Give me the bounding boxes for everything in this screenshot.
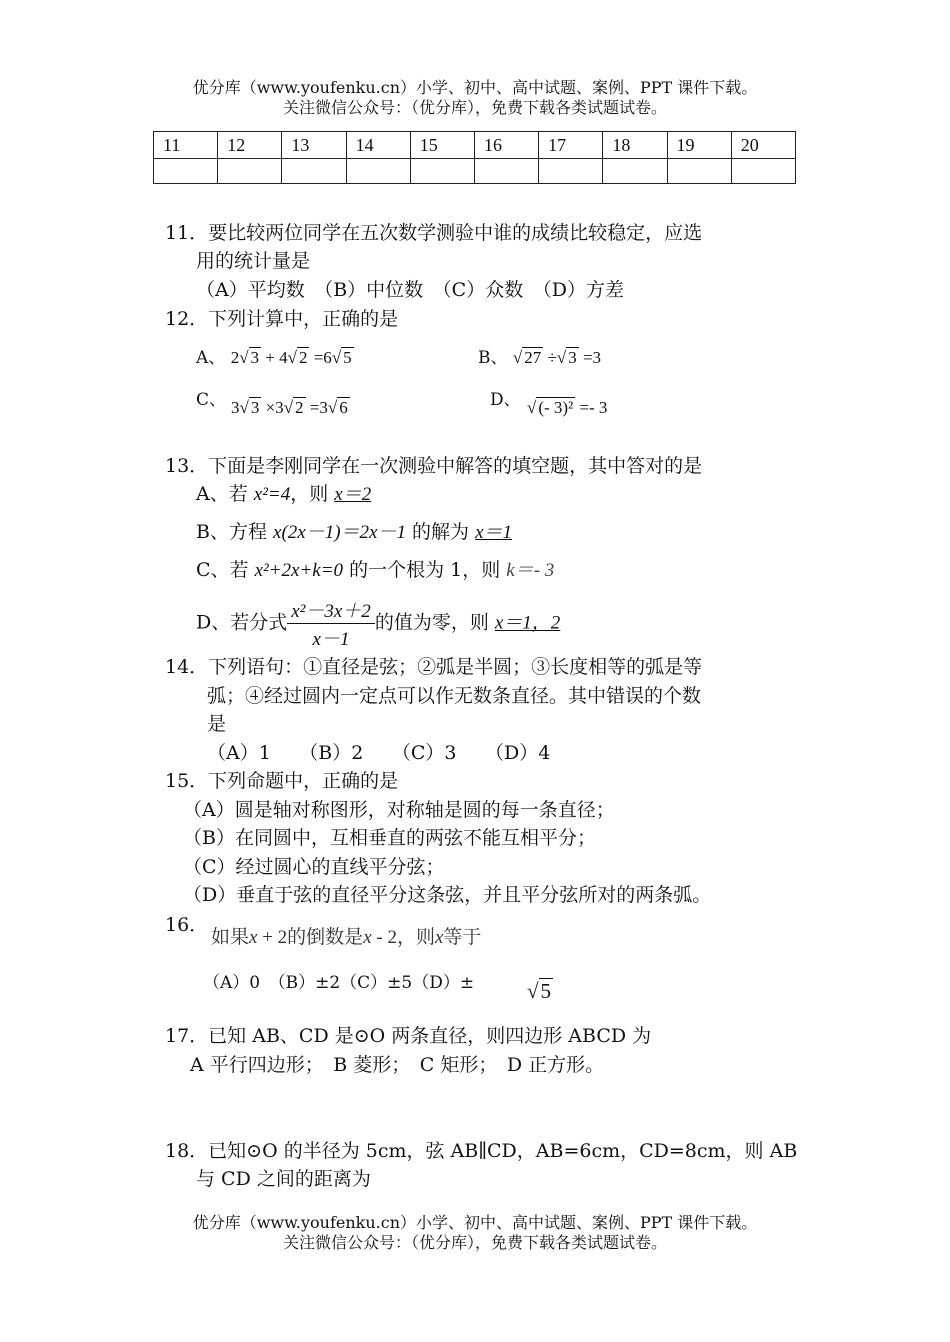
q12-c-term: ×3 [261,398,284,417]
q16-option-d-root: √5 [527,979,552,1003]
q12-a-expr: 2√ 3 + 4√ 2 =6√ 5 [230,348,352,367]
q12-c-radicand: 3 [250,398,260,417]
q12-option-b [478,343,601,368]
answer-number-cell: 19 [667,132,731,159]
q13-b-text: 的解为 [405,521,476,543]
q12-c-radicand: 6 [339,398,348,417]
q13-d-numerator: x²－3x＋2 [287,596,375,624]
q15-option-c: （C）经过圆心的直线平分弦； [183,856,445,878]
answer-blank-cell[interactable] [282,159,346,184]
answer-blank-cell[interactable] [731,159,795,184]
q12-a-label: A、 [196,348,226,368]
q17-options: A 平行四边形； B 菱形； C 矩形； D 正方形。 [190,1054,605,1076]
q11-line-2: 用的统计量是 [196,250,311,272]
q13-c-text: 的一个根为 1，则 [343,559,507,581]
q13-a-text: ，则 [290,483,335,505]
q12-a-term: =6 [309,348,332,367]
answer-number-cell: 18 [603,132,667,159]
answer-number-cell: 20 [731,132,795,159]
q13-option-b [196,517,512,544]
q12-c-term: 3 [231,398,240,417]
answer-blank-cell[interactable] [218,159,282,184]
q12-a-radicand: 3 [250,348,260,367]
q16-math: x [434,927,444,948]
q11-line-1: 11．要比较两位同学在五次数学测验中谁的成绩比较稳定，应选 [165,222,703,244]
header-line-2: 关注微信公众号：（优分库），免费下载各类试题试卷。 [282,98,667,117]
answer-blank-cell[interactable] [154,159,218,184]
q16-text: 如果 [211,926,250,948]
q12-c-expr: 3√ 3 ×3√ 2 =3√ 6 [231,398,348,417]
q16-math: x [249,927,258,948]
answer-number-cell: 11 [154,132,218,159]
q16-text: 的倒数是 [287,926,364,948]
q12-d-radicand: (- 3)² [538,398,574,417]
q12-b-term: ÷ [543,348,557,367]
q12-a-radicand: 2 [298,348,308,367]
answer-blank-cell[interactable] [474,159,538,184]
q12-a-term: + 4 [261,348,288,367]
q12-d-label: D、 [490,390,521,410]
q15-option-a: （A）圆是轴对称图形，对称轴是圆的每一条直径； [183,799,615,821]
q16-radicand: 5 [540,979,552,1003]
q13-b-math: x(2x－1)＝2x－1 [273,522,406,543]
q17-line-1: 17．已知 AB、CD 是⊙O 两条直径，则四边形 ABCD 为 [165,1025,652,1047]
q13-option-a [196,479,371,506]
q12-c-label: C、 [196,390,227,410]
answer-number-cell: 16 [474,132,538,159]
q16-math: - 2 [371,927,397,948]
q12-stem: 12．下列计算中，正确的是 [165,308,399,330]
q16-math: x [363,927,372,948]
q15-stem: 15．下列命题中，正确的是 [165,770,399,792]
q12-c-radicand: 2 [295,398,304,417]
q13-c-answer: k＝- 3 [506,560,555,581]
q16-text: 等于 [443,926,482,948]
q13-d-denominator: x－1 [312,629,350,650]
q12-b-radicand: 27 [524,348,542,367]
q13-a-answer: x＝2 [334,484,372,505]
answer-number-cell: 12 [218,132,282,159]
q13-option-d [196,596,560,651]
q12-c-term: =3 [305,398,328,417]
q11-options: （A）平均数 （B）中位数 （C）众数 （D）方差 [196,279,624,301]
q12-b-expr: √ 27 ÷√ 3 =3 [512,348,602,367]
q13-c-math: x²+2x+k=0 [254,560,344,581]
footer-line-2: 关注微信公众号：（优分库），免费下载各类试题试卷。 [282,1233,667,1252]
q12-b-radicand: 3 [568,348,577,367]
answer-blank-cell[interactable] [346,159,410,184]
q13-stem: 13．下面是李刚同学在一次测验中解答的填空题，其中答对的是 [165,455,703,477]
q14-options: （A）1 （B）2 （C）3 （D）4 [207,742,551,764]
q13-d-text: 的值为零，则 [374,611,495,634]
q13-b-answer: x＝1 [475,522,513,543]
q14-line-2: 弧；④经过圆内一定点可以作无数条直径。其中错误的个数 [207,685,702,707]
q13-d-text: D、若分式 [196,611,288,634]
q12-b-term: =3 [578,348,602,367]
answer-table [153,131,796,184]
q13-b-text: B、方程 [196,521,274,543]
q16-stem [211,922,481,949]
q15-option-b: （B）在同圆中，互相垂直的两弦不能互相平分； [183,827,596,849]
answer-blank-cell[interactable] [667,159,731,184]
answer-blank-cell[interactable] [603,159,667,184]
q14-line-3: 是 [207,713,227,735]
answer-blank-cell[interactable] [410,159,474,184]
answer-table-blank-row [154,159,796,184]
q14-line-1: 14．下列语句：①直径是弦；②弧是半圆；③长度相等的弧是等 [165,656,703,678]
q12-option-a [196,343,354,368]
answer-number-cell: 14 [346,132,410,159]
answer-number-cell: 13 [282,132,346,159]
q13-d-answer: x＝1，2 [494,612,561,634]
q12-d-term: =- 3 [575,398,608,417]
q18-line-2: 与 CD 之间的距离为 [196,1168,371,1190]
q12-b-label: B、 [478,348,508,368]
q13-c-text: C、若 [196,559,255,581]
answer-number-cell: 15 [410,132,474,159]
answer-number-cell: 17 [539,132,603,159]
answer-blank-cell[interactable] [539,159,603,184]
q13-a-text: A、若 [196,483,254,505]
q13-d-fraction [287,596,375,651]
q12-d-expr: √ (- 3)² =- 3 [527,398,608,417]
header-line-1: 优分库（www.youfenku.cn）小学、初中、高中试题、案例、PPT 课件下载。 [192,78,758,97]
q12-a-term: 2 [230,348,240,367]
q16-math: + 2 [257,927,288,948]
q13-a-math: x²=4 [253,484,291,505]
q13-option-c [196,555,554,582]
q15-option-d: （D）垂直于弦的直径平分这条弦，并且平分弦所对的两条弧。 [183,884,712,906]
q16-text: ，则 [396,926,435,948]
q16-options: （A）0 （B）±2（C）±5（D）± [203,973,475,993]
answer-table-number-row [154,132,796,159]
q16-number: 16． [165,914,209,936]
footer-line-1: 优分库（www.youfenku.cn）小学、初中、高中试题、案例、PPT 课件下载。 [192,1213,758,1232]
q18-line-1: 18．已知⊙O 的半径为 5cm，弦 AB∥CD，AB=6cm，CD=8cm，则 AB [165,1140,798,1162]
q12-a-radicand: 5 [343,348,352,367]
